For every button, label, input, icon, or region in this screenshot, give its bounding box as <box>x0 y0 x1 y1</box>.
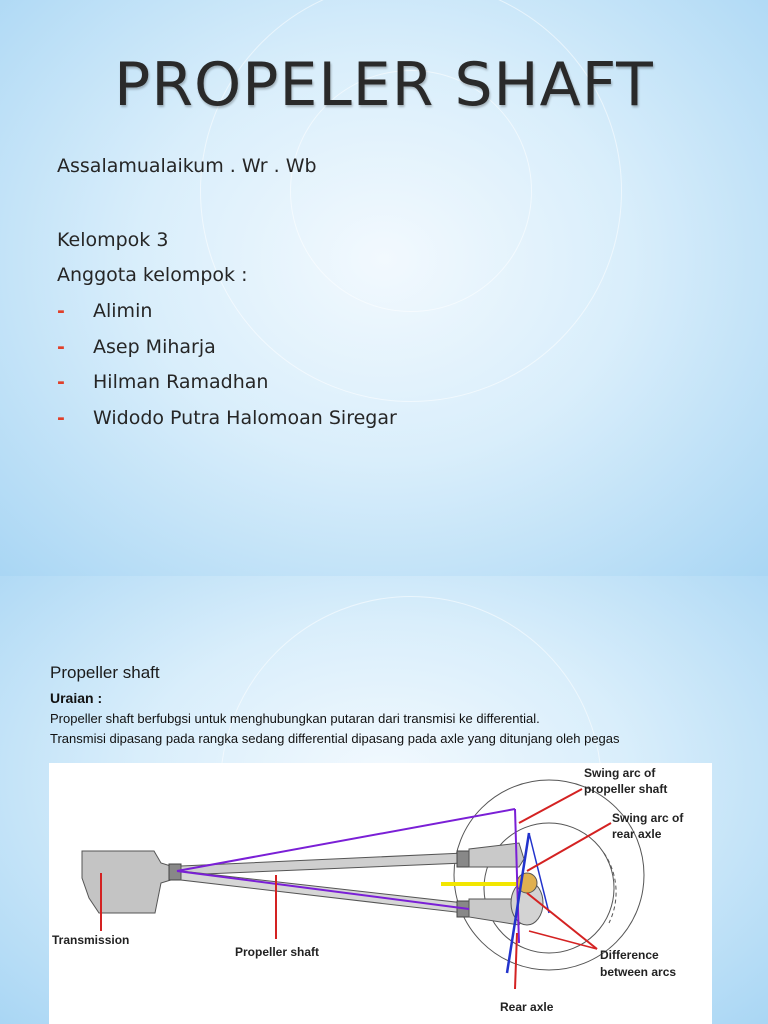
label-difference: between arcs <box>600 965 677 979</box>
label-transmission: Transmission <box>52 933 130 947</box>
member-item <box>57 407 397 429</box>
member-name: Alimin <box>93 300 153 322</box>
label-rear-axle: Rear axle <box>500 1000 554 1014</box>
swing-arc-circle <box>484 823 614 953</box>
label-swing-arc-axle: rear axle <box>612 827 662 841</box>
propeller-arc-line <box>177 871 469 909</box>
pointer-line <box>519 789 582 823</box>
pointer-line <box>527 823 611 871</box>
slide-title: PROPELER SHAFT <box>114 50 654 120</box>
bullet-marker: - <box>57 336 65 358</box>
member-name: Widodo Putra Halomoan Siregar <box>93 407 397 429</box>
group-text: Kelompok 3 <box>57 229 169 251</box>
label-swing-arc-propeller: propeller shaft <box>584 782 668 796</box>
swing-arc-circle <box>454 780 644 970</box>
label-difference: Difference <box>600 948 659 962</box>
greeting-text: Assalamualaikum . Wr . Wb <box>57 155 317 177</box>
content-slide <box>0 576 768 1024</box>
label-swing-arc-propeller: Swing arc of <box>584 766 656 780</box>
upper-shaft <box>181 853 464 875</box>
member-name: Hilman Ramadhan <box>93 371 269 393</box>
bullet-marker: - <box>57 371 65 393</box>
member-item <box>57 371 268 393</box>
bullet-marker: - <box>57 300 65 322</box>
diagram-svg <box>49 763 712 1024</box>
description-line: Transmisi dipasang pada rangka sedang differential dipasang pada axle yang ditunjang oleh pegas <box>50 731 620 746</box>
members-label: Anggota kelompok : <box>57 264 248 286</box>
propeller-shaft-diagram <box>49 763 712 1024</box>
label-propeller-shaft: Propeller shaft <box>235 945 320 959</box>
description-line: Propeller shaft berfubgsi untuk menghubungkan putaran dari transmisi ke differential. <box>50 711 540 726</box>
pointer-line <box>527 893 597 949</box>
label-swing-arc-axle: Swing arc of <box>612 811 684 825</box>
member-name: Asep Miharja <box>93 336 216 358</box>
description-subheading: Uraian : <box>50 690 103 706</box>
member-item <box>57 336 216 358</box>
section-heading: Propeller shaft <box>50 663 160 682</box>
transmission-housing <box>82 851 174 913</box>
member-item <box>57 300 152 322</box>
bullet-marker: - <box>57 407 65 429</box>
pointer-line <box>515 933 517 989</box>
upper-joint <box>457 851 469 867</box>
